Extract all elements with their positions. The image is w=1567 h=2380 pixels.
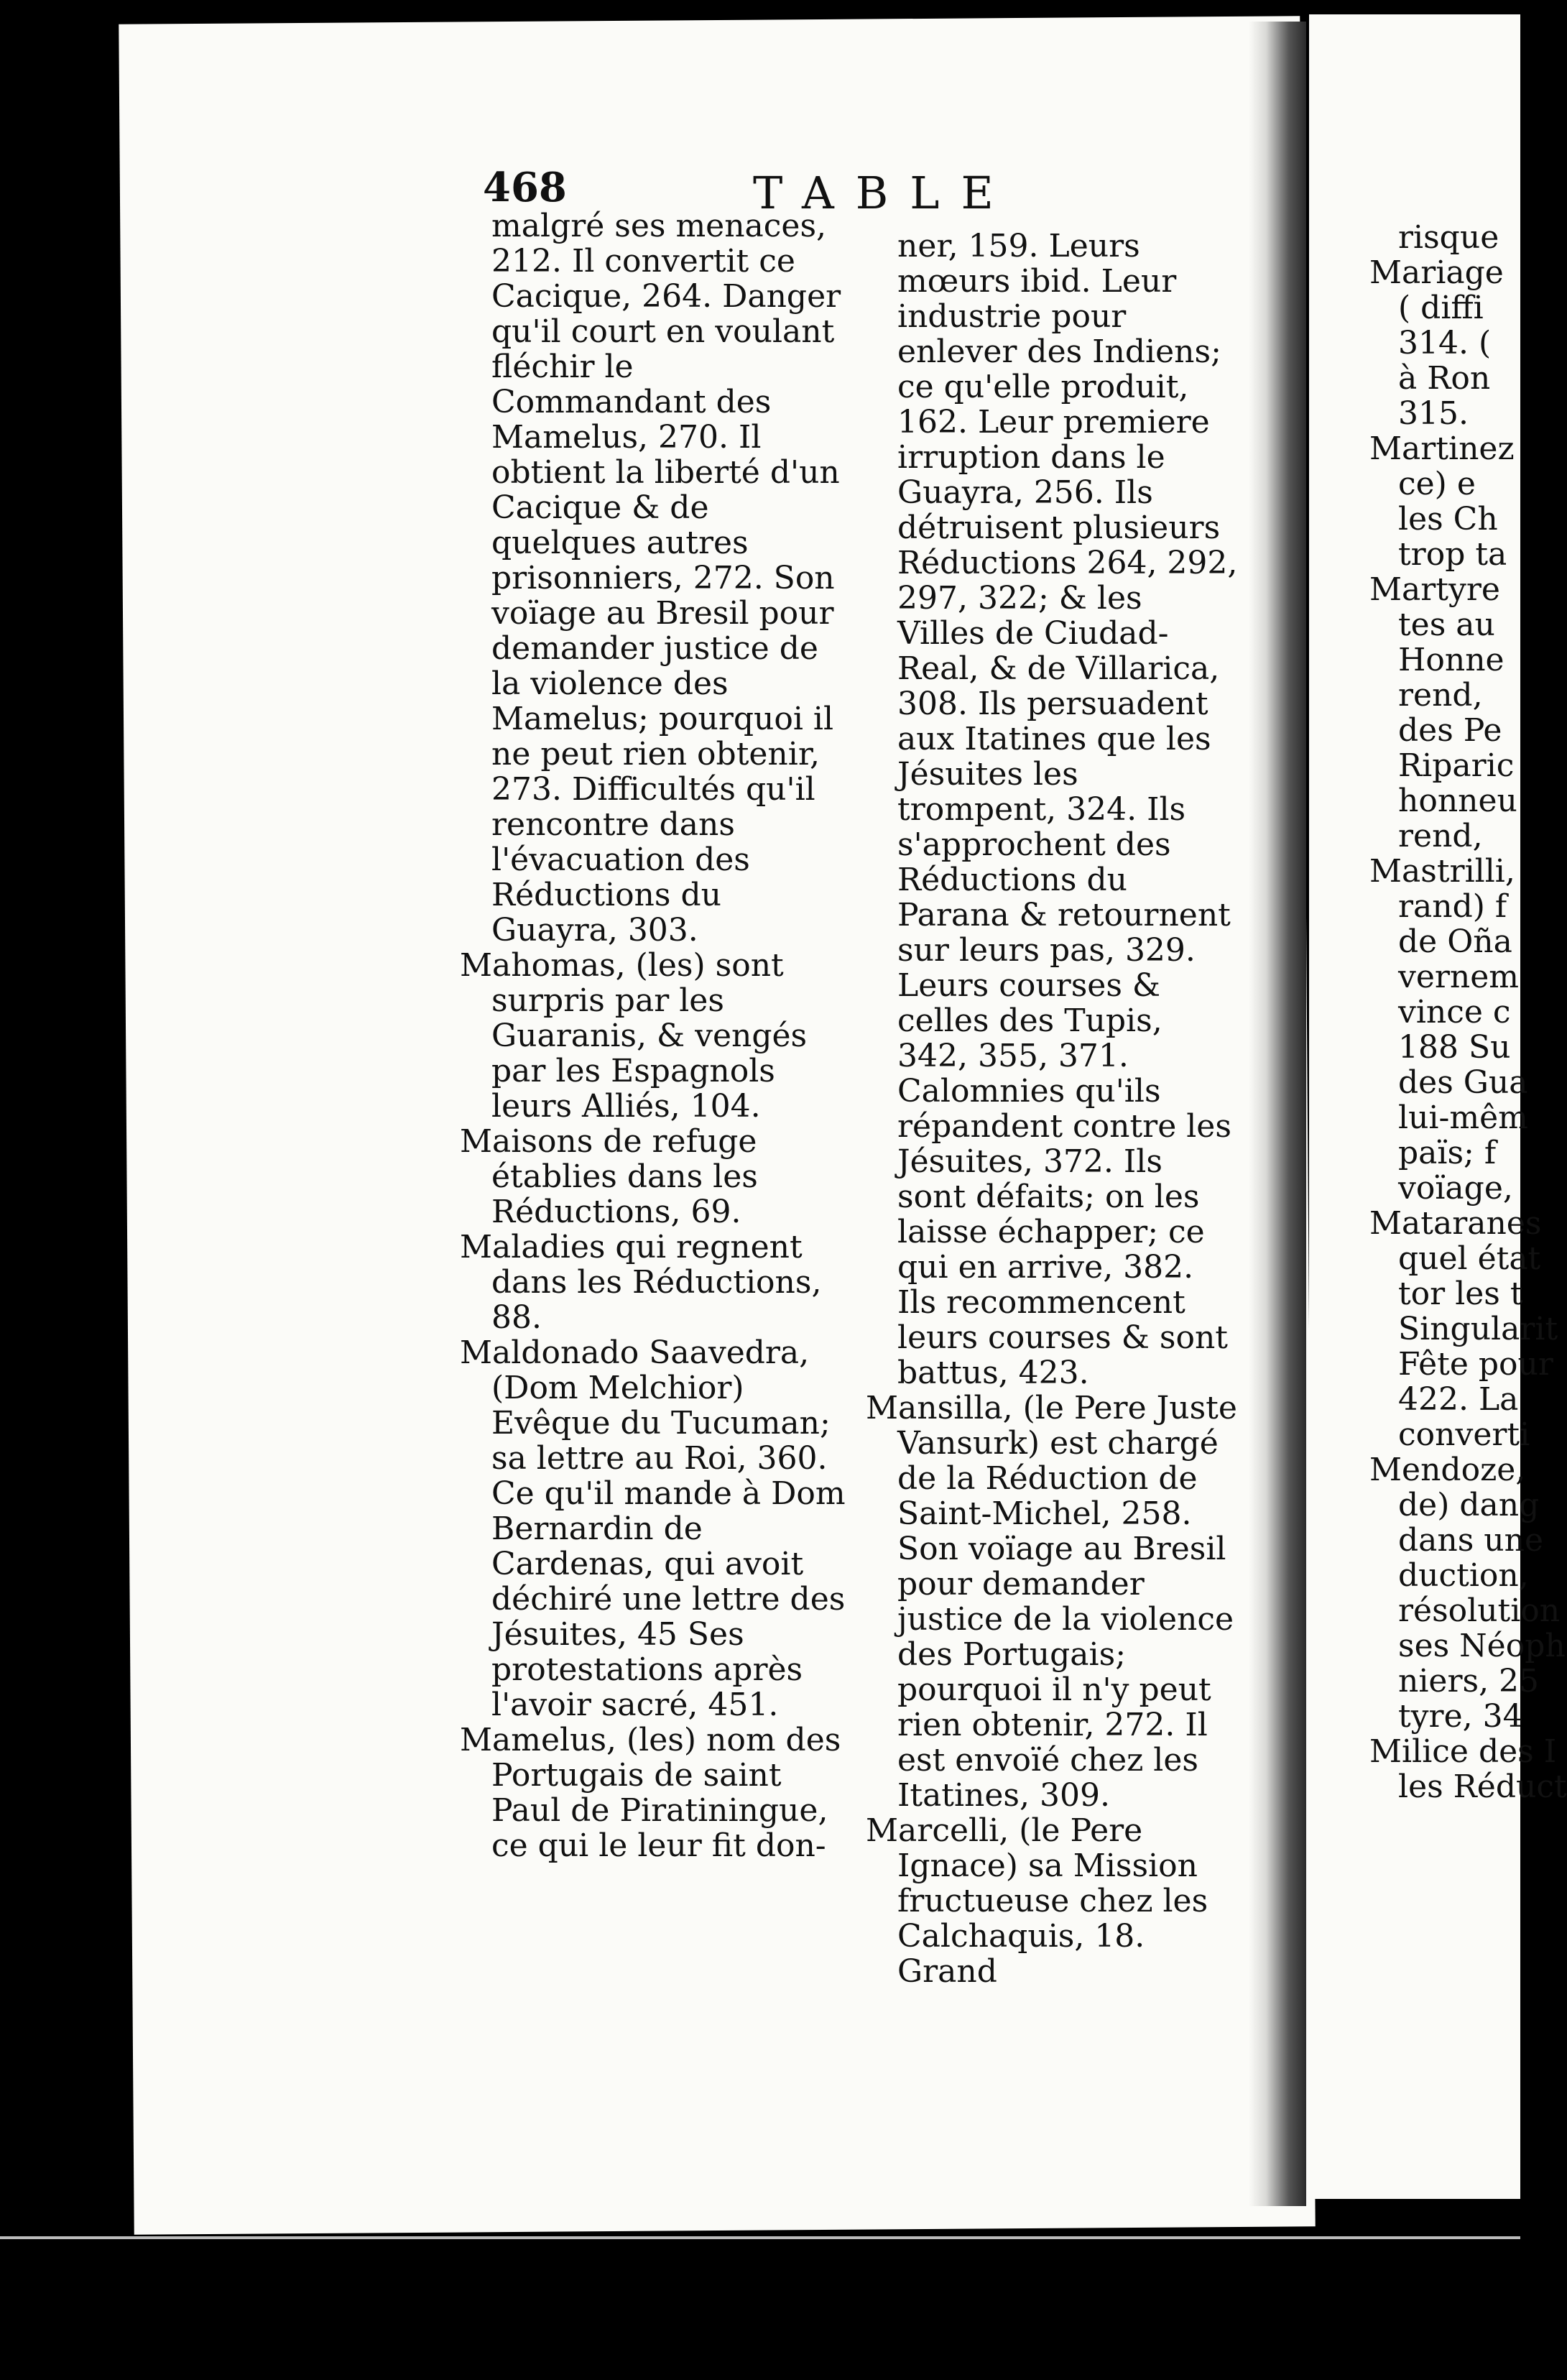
index-line-fragment: résolution — [1398, 1592, 1561, 1629]
right-column-fragment — [1369, 219, 1567, 1805]
index-line-fragment: tes au — [1398, 606, 1495, 643]
scan-edge — [0, 2236, 1520, 2239]
index-entry: Mamelus, (les) nom des Portugais de saint Paul de Piratiningue, ce qui le leur fit don- — [460, 1722, 841, 1864]
index-line-fragment: rend, — [1398, 818, 1483, 854]
index-entry: Mansilla, (le Pere Juste Vansurk) est chargé de la Réduction de Saint-Michel, 258. Son voïage au Bresil pour demander justice de la violence des Portugais; pourquoi il n'y peut rien obtenir, 272. Il est envoïé chez les Itatines, 309. — [866, 1390, 1237, 1814]
index-line-fragment: 314. ( — [1398, 325, 1492, 361]
index-line-fragment: Mariage — [1369, 254, 1504, 291]
page-number: 468 — [483, 164, 567, 211]
index-line-fragment: tyre, 34 — [1398, 1698, 1523, 1735]
index-line-fragment: Mastrilli, — [1369, 853, 1515, 890]
index-line-fragment: vernem — [1398, 959, 1520, 995]
index-line-fragment: païs; f — [1398, 1135, 1497, 1171]
index-line-fragment: quel état — [1398, 1240, 1541, 1277]
index-line-fragment: 422. La — [1398, 1381, 1519, 1418]
index-line-fragment: trop ta — [1398, 536, 1507, 573]
index-line-fragment: voïage, — [1398, 1170, 1513, 1207]
index-line-fragment: converti — [1398, 1416, 1530, 1453]
index-line-fragment: Riparic — [1398, 747, 1515, 784]
index-line-fragment: les Ch — [1398, 501, 1498, 538]
index-line-fragment: les Réduct — [1398, 1768, 1567, 1805]
index-line-fragment: vince c — [1398, 994, 1511, 1030]
index-entry: malgré ses menaces, 212. Il convertit ce Cacique, 264. Danger qu'il court en voulant fléchir le Commandant des Mamelus, 270. Il obtient la liberté d'un Cacique & de quelques autres prisonniers, 272. Son voïage au Bresil pour demander justice de la violence des Mamelus; pourquoi il ne peut rien obtenir, 273. Difficultés qu'il rencontre dans l'évacuation des Réductions du Guayra, 303. — [491, 208, 841, 949]
index-line-fragment: dans une — [1398, 1522, 1544, 1559]
index-line-fragment: Milice des I — [1369, 1733, 1557, 1770]
index-entry: Marcelli, (le Pere Ignace) sa Mission fructueuse chez les Calchaquis, 18. Grand — [866, 1812, 1208, 1990]
index-line-fragment: tor les t — [1398, 1276, 1523, 1312]
index-line-fragment: rand) f — [1398, 888, 1507, 925]
running-head: TABLE — [753, 167, 1015, 219]
index-entry: Mahomas, (les) sont surpris par les Guaranis, & vengés par les Espagnols leurs Alliés, 104. — [460, 947, 808, 1125]
index-entry: Maisons de refuge établies dans les Réductions, 69. — [460, 1123, 758, 1230]
index-line-fragment: Honne — [1398, 642, 1504, 678]
left-column — [460, 208, 848, 1863]
index-line-fragment: ( diffi — [1398, 290, 1484, 326]
gutter-shadow — [1249, 22, 1306, 2206]
index-line-fragment: Singularit — [1398, 1311, 1558, 1347]
index-line-fragment: honneu — [1398, 783, 1517, 819]
index-line-fragment: ses Néoph — [1398, 1628, 1566, 1664]
index-line-fragment: de) dang — [1398, 1487, 1540, 1523]
index-entry: Maladies qui regnent dans les Réductions, 88. — [460, 1229, 822, 1336]
index-line-fragment: des Gua — [1398, 1064, 1528, 1101]
index-line-fragment: à Ron — [1398, 360, 1491, 397]
index-entry: ner, 159. Leurs mœurs ibid. Leur industrie pour enlever des Indiens; ce qu'elle produit, 162. Leur premiere irruption dans le Guayra, 256. Ils détruisent plusieurs Réductions 264, 292, 297, 322; & les Villes de Ciudad-Real, & de Villarica, 308. Ils persuadent aux Itatines que les Jésuites les trompent, 324. Ils s'approchent des Réductions du Parana & retournent sur leurs pas, 329. Leurs courses & celles des Tupis, 342, 355, 371. Calomnies qu'ils répandent contre les Jésuites, 372. Ils sont défaits; on les laisse échapper; ce qui en arrive, 382. Ils recommencent leurs courses & sont battus, 423. — [897, 228, 1238, 1391]
index-line-fragment: niers, 25 — [1398, 1663, 1540, 1699]
index-line-fragment: risque — [1398, 219, 1499, 256]
index-line-fragment: Mendoze, — [1369, 1452, 1526, 1488]
index-line-fragment: rend, — [1398, 677, 1483, 714]
index-line-fragment: Mataranes — [1369, 1205, 1542, 1242]
index-line-fragment: 188 Su — [1398, 1029, 1511, 1066]
middle-column — [866, 229, 1239, 1989]
index-line-fragment: Martinez — [1369, 430, 1515, 467]
index-entry: Maldonado Saavedra, (Dom Melchior) Evêque du Tucuman; sa lettre au Roi, 360. Ce qu'il mande à Dom Bernardin de Cardenas, qui avoit déchiré une lettre des Jésuites, 45 Ses protestations après l'avoir sacré, 451. — [460, 1334, 846, 1723]
index-line-fragment: 315. — [1398, 395, 1469, 432]
index-line-fragment: duction, — [1398, 1557, 1529, 1594]
index-line-fragment: lui-mêm — [1398, 1099, 1528, 1136]
index-line-fragment: de Oña — [1398, 923, 1512, 960]
index-line-fragment: Fête pour — [1398, 1346, 1553, 1383]
index-line-fragment: des Pe — [1398, 712, 1502, 749]
index-line-fragment: Martyre — [1369, 571, 1500, 608]
index-line-fragment: ce) e — [1398, 466, 1476, 502]
